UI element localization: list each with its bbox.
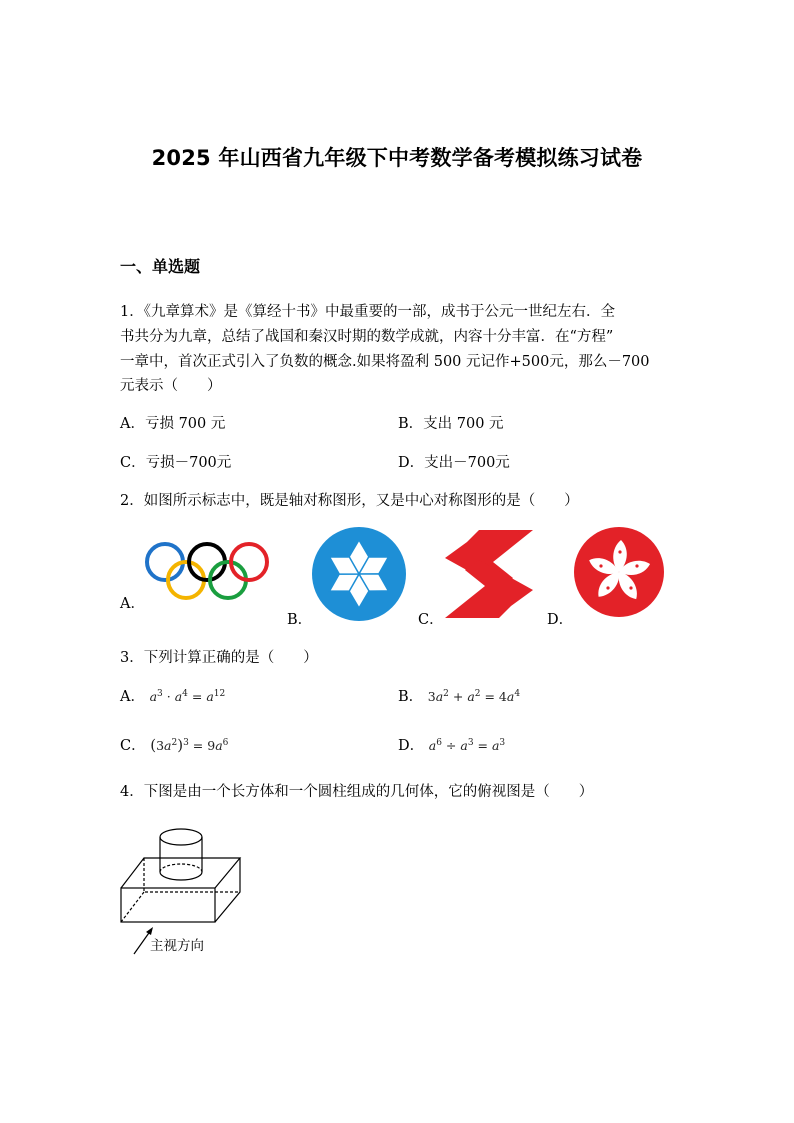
q3-option-d-formula: $a^6 \div a^3 = a^3$ — [428, 738, 506, 753]
q1-option-a[interactable]: A．亏损 700 元 — [120, 416, 226, 432]
q4-stem: 4．下图是由一个长方体和一个圆柱组成的几何体，它的俯视图是（ ） — [120, 784, 594, 800]
snowflake-logo-icon[interactable] — [311, 526, 407, 622]
q3-option-d[interactable] — [398, 734, 505, 755]
q3-option-d-label: D． — [398, 738, 425, 754]
q3-option-b-formula: $3a^2 + a^2 = 4a^4$ — [427, 689, 521, 704]
olympic-rings-icon[interactable] — [143, 540, 271, 604]
q1-line-3: 一章中，首次正式引入了负数的概念.如果将盈利 500 元记作+500元，那么－700 — [120, 354, 650, 370]
q3-option-c-formula: $(3a^2)^3 = 9a^6$ — [150, 736, 229, 754]
q2-option-a-label[interactable]: A． — [120, 596, 145, 612]
q1-line-2: 书共分为九章，总结了战国和秦汉时期的数学成就，内容十分丰富．在“方程” — [120, 329, 614, 345]
q1-option-c[interactable]: C．亏损－700元 — [120, 455, 232, 471]
q3-option-a[interactable] — [120, 685, 225, 706]
section-heading: 一、单选题 — [120, 257, 201, 276]
q1-line-1: 1．《九章算术》是《算经十书》中最重要的一部，成书于公元一世纪左右．全 — [120, 304, 615, 320]
q3-option-c-label: C． — [120, 738, 146, 754]
q2-option-d-label[interactable]: D． — [547, 612, 574, 628]
bauhinia-flag-icon[interactable] — [573, 526, 665, 618]
q3-stem: 3．下列计算正确的是（ ） — [120, 650, 318, 666]
q1-line-4: 元表示（ ） — [120, 378, 222, 394]
suzuki-logo-icon[interactable] — [441, 528, 537, 620]
q2-option-b-label[interactable]: B． — [287, 612, 313, 628]
q3-option-a-label: A． — [120, 689, 145, 705]
view-direction-label: 主视方向 — [150, 938, 204, 954]
q3-option-a-formula: $a^3 \cdot a^4 = a^{12}$ — [149, 689, 226, 704]
q2-stem: 2．如图所示标志中，既是轴对称图形，又是中心对称图形的是（ ） — [120, 493, 579, 509]
q1-option-d[interactable]: D．支出－700元 — [398, 455, 510, 471]
q3-option-c[interactable] — [120, 734, 228, 755]
q3-option-b-label: B． — [398, 689, 424, 705]
q1-option-b[interactable]: B．支出 700 元 — [398, 416, 504, 432]
q3-option-b[interactable] — [398, 685, 520, 706]
q2-option-c-label[interactable]: C． — [418, 612, 444, 628]
page-title: 2025 年山西省九年级下中考数学备考模拟练习试卷 — [151, 146, 643, 170]
